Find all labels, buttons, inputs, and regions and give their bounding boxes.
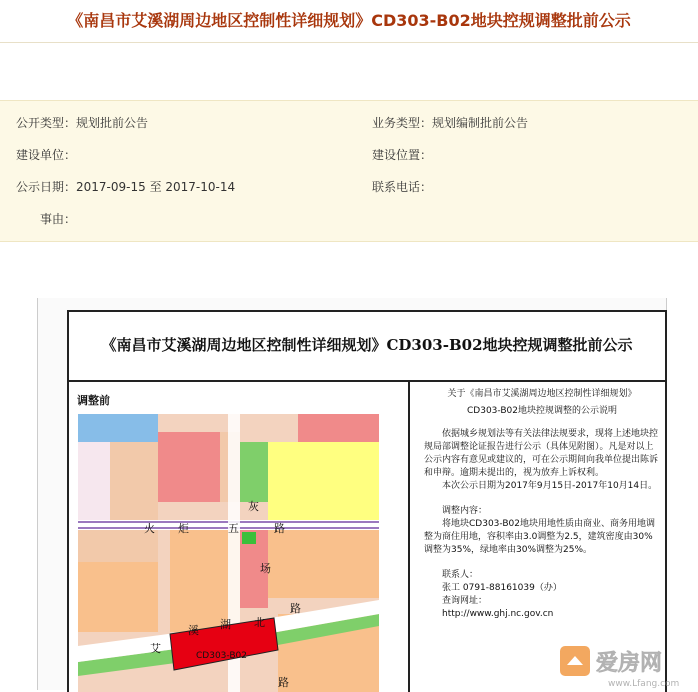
road-char-wu: 五 [228, 522, 239, 535]
column-divider [408, 382, 410, 692]
green-strip [240, 442, 268, 502]
construction-unit-row [16, 145, 76, 165]
road-char-xi: 溪 [188, 624, 199, 637]
commercial-zone-b [298, 414, 379, 442]
content-heading: 调整内容： [442, 506, 488, 516]
road-char-hu: 湖 [220, 618, 231, 631]
contact-heading: 联系人： [442, 570, 479, 580]
website-heading: 查询网址： [442, 596, 488, 606]
parcel-label: CD303-B02 [196, 651, 247, 661]
notice-body-2: 本次公示日期为2017年9月15日-2017年10月14日。 [442, 481, 658, 491]
public-type-row [16, 113, 148, 133]
road-char-ju: 炬 [178, 522, 189, 535]
road-char-ai: 艾 [150, 642, 161, 655]
orange-zone-e [268, 530, 379, 598]
blue-zone [78, 414, 158, 442]
notice-subheading: CD303-B02地块控规调整的公示说明 [467, 406, 617, 416]
construction-location-row [372, 145, 432, 165]
notice-heading: 关于《南昌市艾溪湖周边地区控制性详细规划》 [447, 389, 637, 399]
publish-date-row [16, 177, 235, 197]
business-type-value: 规划编制批前公告 [432, 116, 529, 130]
road-char-lu2: 路 [290, 602, 301, 615]
road-char-lu3: 路 [278, 676, 289, 689]
info-panel [0, 100, 698, 242]
website-value: http://www.ghj.nc.gov.cn [442, 609, 554, 619]
map-label: 调整前 [77, 394, 110, 407]
orange-zone-f [78, 562, 158, 632]
road-char-bei: 北 [254, 616, 265, 629]
publish-date-value: 2017-09-15 至 2017-10-14 [76, 180, 236, 194]
road-char-hui: 灰 [248, 500, 259, 513]
watermark-domain: www.Lfang.com [608, 679, 680, 689]
orange-zone-a [110, 442, 158, 522]
business-type-row [372, 113, 528, 133]
light-zone [78, 442, 110, 522]
residential-zone-a [268, 442, 379, 520]
public-type-value: 规划批前公告 [76, 116, 149, 130]
contact-value: 张工 0791-88161039（办） [442, 583, 562, 593]
commercial-zone-a [158, 432, 220, 502]
contact-phone-label: 联系电话： [372, 180, 433, 194]
content-body: 将地块CD303-B02地块用地性质由商业、商务用地调整为商住用地，容积率由3.0调整为2.5，建筑密度由30%调整为35%，绿地率由30%调整为25%。 [424, 519, 655, 555]
road-char-huo: 火 [144, 522, 155, 535]
construction-location-label: 建设位置： [372, 148, 433, 162]
page-title: 《南昌市艾溪湖周边地区控制性详细规划》CD303-B02地块控规调整批前公示 [0, 0, 698, 43]
road-char-lu: 路 [274, 522, 285, 535]
site-watermark [556, 632, 698, 690]
green-square [242, 532, 256, 544]
reason-label: 事由： [40, 212, 77, 226]
road-char-chang: 场 [260, 562, 271, 575]
notice-panel [424, 388, 660, 621]
document-title: 《南昌市艾溪湖周边地区控制性详细规划》CD303-B02地块控规调整批前公示 [101, 336, 633, 354]
business-type-label: 业务类型： [372, 116, 433, 130]
publish-date-label: 公示日期： [16, 180, 77, 194]
watermark-brand: 爱房网 [596, 651, 663, 676]
title-divider [69, 380, 665, 382]
land-use-map [78, 414, 379, 692]
construction-unit-label: 建设单位： [16, 148, 77, 162]
notice-body-1: 依据城乡规划法等有关法律法规要求，现将上述地块控规局部调整论证报告进行公示（具体见附图）。凡是对以上公示内容有意见或建议的，可在公示期间向我单位提出陈诉和申辩。逾期未提出的，视为放弃上诉权利。 [424, 429, 659, 478]
reason-row [40, 209, 76, 229]
public-type-label: 公开类型： [16, 116, 77, 130]
contact-phone-row [372, 177, 432, 197]
